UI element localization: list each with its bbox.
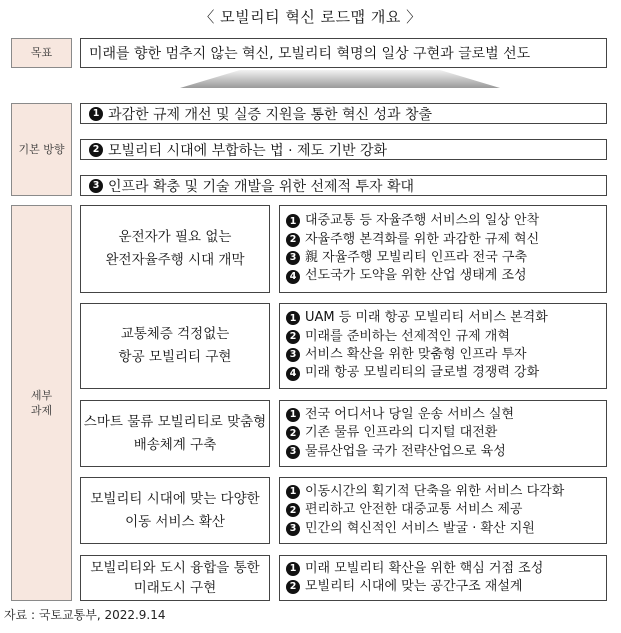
task-detail-item	[286, 212, 539, 230]
task-detail-item	[286, 309, 548, 327]
direction-item	[80, 175, 607, 196]
number-badge-icon: 3	[286, 522, 300, 536]
task-detail-text: 미래를 준비하는 선제적인 규제 개혁	[305, 328, 510, 344]
goal-box	[80, 38, 607, 68]
tasks-label-line2: 과제	[30, 404, 53, 417]
task-detail-item	[286, 483, 564, 501]
number-badge-icon: 4	[286, 367, 300, 381]
task-detail-text: 민간의 혁신적인 서비스 발굴 · 확산 지원	[305, 520, 535, 536]
task-title-box	[80, 205, 270, 293]
task-detail-text: 물류산업을 국가 전략산업으로 육성	[305, 443, 506, 459]
task-title-line1: 모빌리티 시대에 맞는 다양한	[90, 490, 260, 507]
number-badge-icon: 3	[286, 445, 300, 459]
task-detail-item	[286, 231, 539, 249]
goal-label: 목표	[11, 38, 72, 68]
directions-label: 기본 방향	[11, 103, 72, 196]
task-title-line2: 이동 서비스 확산	[125, 513, 225, 530]
task-detail-text: 미래 항공 모빌리티의 글로벌 경쟁력 강화	[305, 365, 540, 381]
task-detail-text: 서비스 확산을 위한 맞춤형 인프라 투자	[305, 347, 527, 362]
task-detail-item	[286, 424, 497, 442]
task-detail-box	[279, 205, 607, 293]
number-badge-icon: 2	[286, 580, 300, 594]
task-detail-item	[286, 267, 527, 285]
task-detail-text: 자율주행 본격화를 위한 과감한 규제 혁신	[305, 231, 540, 247]
task-detail-text: 기존 물류 인프라의 디지털 대전환	[305, 425, 498, 441]
direction-item	[80, 103, 607, 124]
task-detail-item	[286, 249, 527, 267]
task-detail-text: 편리하고 안전한 대중교통 서비스 제공	[305, 502, 523, 518]
number-badge-icon: 2	[286, 233, 300, 247]
task-detail-text: 모빌리티 시대에 맞는 공간구조 재설계	[305, 579, 523, 594]
source-note: 자료 : 국토교통부, 2022.9.14	[4, 608, 166, 622]
number-badge-icon: 2	[89, 143, 103, 157]
roadmap-title: 〈 모빌리티 혁신 로드맵 개요 〉	[199, 8, 422, 26]
task-title-box	[80, 477, 270, 544]
number-badge-icon: 1	[286, 485, 300, 499]
task-detail-text: 전국 어디서나 당일 운송 서비스 실현	[305, 406, 515, 422]
number-badge-icon: 3	[286, 251, 300, 265]
direction-text: 인프라 확충 및 기술 개발을 위한 선제적 투자 확대	[108, 178, 415, 195]
task-detail-box	[279, 400, 607, 467]
number-badge-icon: 4	[286, 270, 300, 284]
task-title-box	[80, 400, 270, 467]
task-title-box	[80, 303, 270, 389]
down-arrow-shape	[180, 70, 500, 96]
number-badge-icon: 1	[286, 214, 300, 228]
number-badge-icon: 3	[286, 348, 300, 362]
task-title-line1: 교통체증 걱정없는	[120, 326, 230, 343]
number-badge-icon: 1	[286, 311, 300, 325]
task-detail-item	[286, 560, 543, 578]
task-title-line1: 스마트 물류 모빌리티로 맞춤형	[83, 413, 267, 430]
task-detail-item	[286, 520, 535, 538]
task-detail-item	[286, 443, 506, 461]
number-badge-icon: 2	[286, 503, 300, 517]
number-badge-icon: 1	[286, 408, 300, 422]
direction-item	[80, 139, 607, 160]
task-detail-text: 親 자율주행 모빌리티 인프라 전국 구축	[305, 250, 528, 265]
task-title-line2: 미래도시 구현	[133, 580, 217, 596]
direction-text: 과감한 규제 개선 및 실증 지원을 통한 혁신 성과 창출	[108, 106, 433, 123]
number-badge-icon: 3	[89, 179, 103, 193]
tasks-label-line1: 세부	[30, 388, 53, 402]
number-badge-icon: 1	[286, 562, 300, 576]
number-badge-icon: 1	[89, 107, 103, 121]
task-detail-text: 이동시간의 획기적 단축을 위한 서비스 다각화	[305, 483, 565, 499]
task-detail-box	[279, 555, 607, 601]
task-detail-text: 선도국가 도약을 위한 산업 생태계 조성	[305, 268, 527, 284]
task-title-line2: 배송체계 구축	[133, 436, 217, 453]
task-title-line2: 완전자율주행 시대 개막	[105, 252, 245, 268]
task-detail-box	[279, 477, 607, 544]
task-title-line2: 항공 모빌리티 구현	[118, 349, 232, 365]
task-detail-item	[286, 364, 539, 382]
number-badge-icon: 2	[286, 426, 300, 440]
tasks-label	[11, 205, 72, 601]
number-badge-icon: 2	[286, 330, 300, 344]
task-detail-item	[286, 501, 522, 519]
task-detail-item	[286, 406, 514, 424]
task-detail-box	[279, 303, 607, 389]
task-title-line1: 운전자가 필요 없는	[118, 229, 232, 246]
direction-text: 모빌리티 시대에 부합하는 법 · 제도 기반 강화	[108, 142, 388, 159]
task-detail-text: 대중교통 등 자율주행 서비스의 일상 안착	[305, 213, 540, 229]
task-title-line1: 모빌리티와 도시 융합을 통한	[90, 559, 260, 576]
task-title-box	[80, 555, 270, 601]
task-detail-item	[286, 578, 522, 596]
goal-text: 미래를 향한 멈추지 않는 혁신, 모빌리티 혁명의 일상 구현과 글로벌 선도	[89, 46, 531, 62]
task-detail-text: UAM 등 미래 항공 모빌리티 서비스 본격화	[305, 310, 548, 326]
task-detail-item	[286, 346, 527, 364]
task-detail-item	[286, 328, 510, 346]
task-detail-text: 미래 모빌리티 확산을 위한 핵심 거점 조성	[305, 560, 544, 576]
